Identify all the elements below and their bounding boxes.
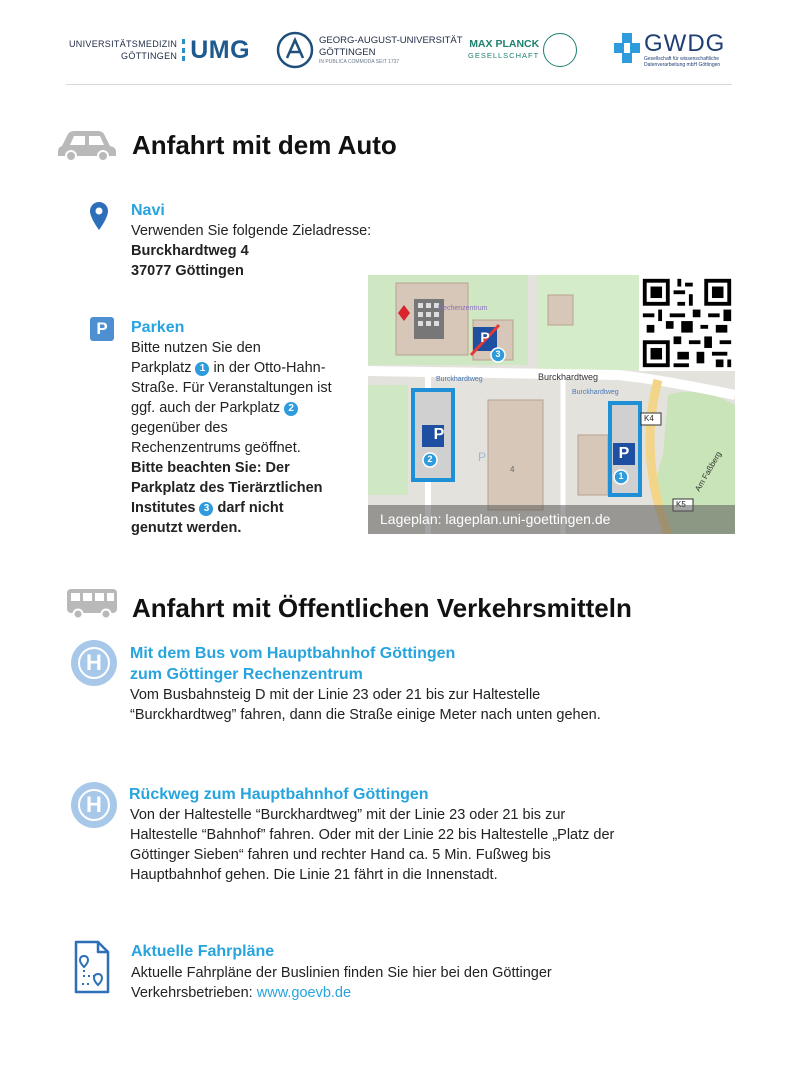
gau-logo-line1: GEORG-AUGUST-UNIVERSITÄT xyxy=(319,35,463,46)
return-line-4: Hauptbahnhof gehen. Die Linie 21 fährt in die Innenstadt. xyxy=(130,867,498,883)
parken-line-2-rest: in der Otto-Hahn- xyxy=(213,360,326,376)
gau-emblem-icon xyxy=(275,30,315,70)
map-label-street-main: Burckhardtweg xyxy=(538,372,599,382)
parken-line-3: Straße. Für Veranstaltungen ist xyxy=(131,380,332,396)
parken-title: Parken xyxy=(131,319,185,336)
bus-stop-icon-letter: H xyxy=(78,647,110,679)
parking-marker-2: 2 xyxy=(284,402,298,416)
map-label-street-4: Am Faßberg xyxy=(693,449,724,494)
parking-icon: P xyxy=(90,317,114,341)
umg-logo-line2: GÖTTINGEN xyxy=(121,51,178,61)
car-section-heading: Anfahrt mit dem Auto xyxy=(132,130,397,160)
parken-bold-3-text: Institutes xyxy=(131,500,196,516)
logo-bar xyxy=(0,20,787,80)
return-line-3: Göttinger Sieben“ fahren und rechter Hand ca. 5 Min. Fußweg bis xyxy=(130,847,551,863)
timetable-line2 xyxy=(131,983,552,1003)
qr-code xyxy=(639,275,735,371)
map-house-number: 4 xyxy=(510,465,515,474)
goevb-link[interactable]: www.goevb.de xyxy=(256,985,352,1001)
timetable-document-icon xyxy=(74,940,110,994)
timetable-title: Aktuelle Fahrpläne xyxy=(131,943,275,960)
map-marker-2: 2 xyxy=(427,454,433,464)
map-caption: Lageplan: lageplan.uni-goettingen.de xyxy=(368,505,735,534)
parken-line-6: Rechenzentrums geöffnet. xyxy=(131,440,301,456)
map-parking-small: P xyxy=(478,450,487,464)
bus-title-line1: Mit dem Bus vom Hauptbahnhof Göttingen xyxy=(130,645,456,662)
car-icon xyxy=(56,128,118,162)
parken-line-2 xyxy=(131,358,361,378)
umg-logo-line1: UNIVERSITÄTSMEDIZIN xyxy=(69,39,178,49)
parken-line-4 xyxy=(131,398,361,418)
gau-logo-line2: GÖTTINGEN xyxy=(319,47,376,58)
parken-line-2-text: Parkplatz xyxy=(131,360,192,376)
return-line-2: Haltestelle “Bahnhof” fahren. Oder mit der Linie 22 bis Haltestelle „Platz der xyxy=(130,827,615,843)
gwdg-mark-icon xyxy=(614,33,642,67)
return-body xyxy=(130,805,614,885)
umg-logo xyxy=(69,20,250,80)
bus-text-line1: Vom Busbahnsteig D mit der Linie 23 oder 21 bis zur Haltestelle xyxy=(130,687,541,703)
gau-logo xyxy=(275,20,463,80)
gwdg-logo xyxy=(614,20,725,80)
mpg-logo xyxy=(468,20,577,80)
map-parking-1-letter: P xyxy=(618,445,630,462)
parken-line-4-text: ggf. auch der Parkplatz xyxy=(131,400,281,416)
navi-street: Burckhardtweg 4 xyxy=(131,243,249,259)
timetable-line1: Aktuelle Fahrpläne der Buslinien finden Sie hier bei den Göttinger xyxy=(131,965,552,981)
map-label-street-3: Burckhardtweg xyxy=(572,389,619,396)
bus-body xyxy=(130,685,601,725)
gwdg-logo-line2: Datenverarbeitung mbH Göttingen xyxy=(644,62,721,68)
bus-stop-icon xyxy=(71,640,117,686)
map-label-building: Rechenzentrum xyxy=(438,305,488,312)
map-marker-1: 1 xyxy=(618,471,624,481)
map-pin-icon xyxy=(90,202,108,230)
parken-bold-1: Bitte beachten Sie: Der xyxy=(131,460,290,476)
bus-title-line2: zum Göttinger Rechenzentrum xyxy=(130,666,363,683)
map-label-street-2: Burckhardtweg xyxy=(436,376,483,383)
minerva-seal-icon xyxy=(543,33,577,67)
navi-intro: Verwenden Sie folgende Zieladresse: xyxy=(131,223,372,239)
bus-icon xyxy=(66,588,118,620)
timetable-body xyxy=(131,963,552,1003)
map-label-k4: K4 xyxy=(644,414,654,423)
parken-line-5: gegenüber des xyxy=(131,420,228,436)
gwdg-logo-line1: Gesellschaft für wissenschaftliche xyxy=(644,56,720,62)
map-parking-2-letter: P xyxy=(433,426,445,443)
bus-text-line2: “Burckhardtweg” fahren, dann die Straße einige Meter nach unten gehen. xyxy=(130,707,601,723)
parken-line-1: Bitte nutzen Sie den xyxy=(131,340,261,356)
return-title: Rückweg zum Hauptbahnhof Göttingen xyxy=(129,786,429,803)
parken-bold-4: genutzt werden. xyxy=(131,520,242,536)
transit-section-heading: Anfahrt mit Öffentlichen Verkehrsmitteln xyxy=(132,593,632,623)
bus-stop-icon-return-letter: H xyxy=(78,789,110,821)
map-marker-3: 3 xyxy=(495,349,501,359)
navi-title: Navi xyxy=(131,202,165,219)
parking-marker-1: 1 xyxy=(195,362,209,376)
site-map[interactable] xyxy=(368,275,735,534)
mpg-logo-line2: GESELLSCHAFT xyxy=(468,51,540,60)
return-line-1: Von der Haltestelle “Burckhardtweg” mit der Linie 23 oder 21 bis zur xyxy=(130,807,566,823)
timetable-line2-prefix: Verkehrsbetrieben: xyxy=(131,985,257,1001)
parken-bold-3 xyxy=(131,498,361,518)
navi-body xyxy=(131,221,371,281)
parken-bold-2: Parkplatz des Tierärztlichen xyxy=(131,480,323,496)
gwdg-logo-short: GWDG xyxy=(644,30,726,57)
bus-stop-icon-return xyxy=(71,782,117,828)
map-parking-3-letter: P xyxy=(480,329,490,345)
mpg-logo-line1: MAX PLANCK xyxy=(469,38,540,50)
navi-city: 37077 Göttingen xyxy=(131,263,244,279)
umg-logo-short: UMG xyxy=(190,35,251,64)
parken-body xyxy=(131,338,361,538)
parking-marker-3: 3 xyxy=(199,502,213,516)
gau-logo-tagline: IN PUBLICA COMMODA SEIT 1737 xyxy=(319,59,400,65)
parken-bold-3-rest: darf nicht xyxy=(217,500,284,516)
header-divider xyxy=(66,84,732,85)
